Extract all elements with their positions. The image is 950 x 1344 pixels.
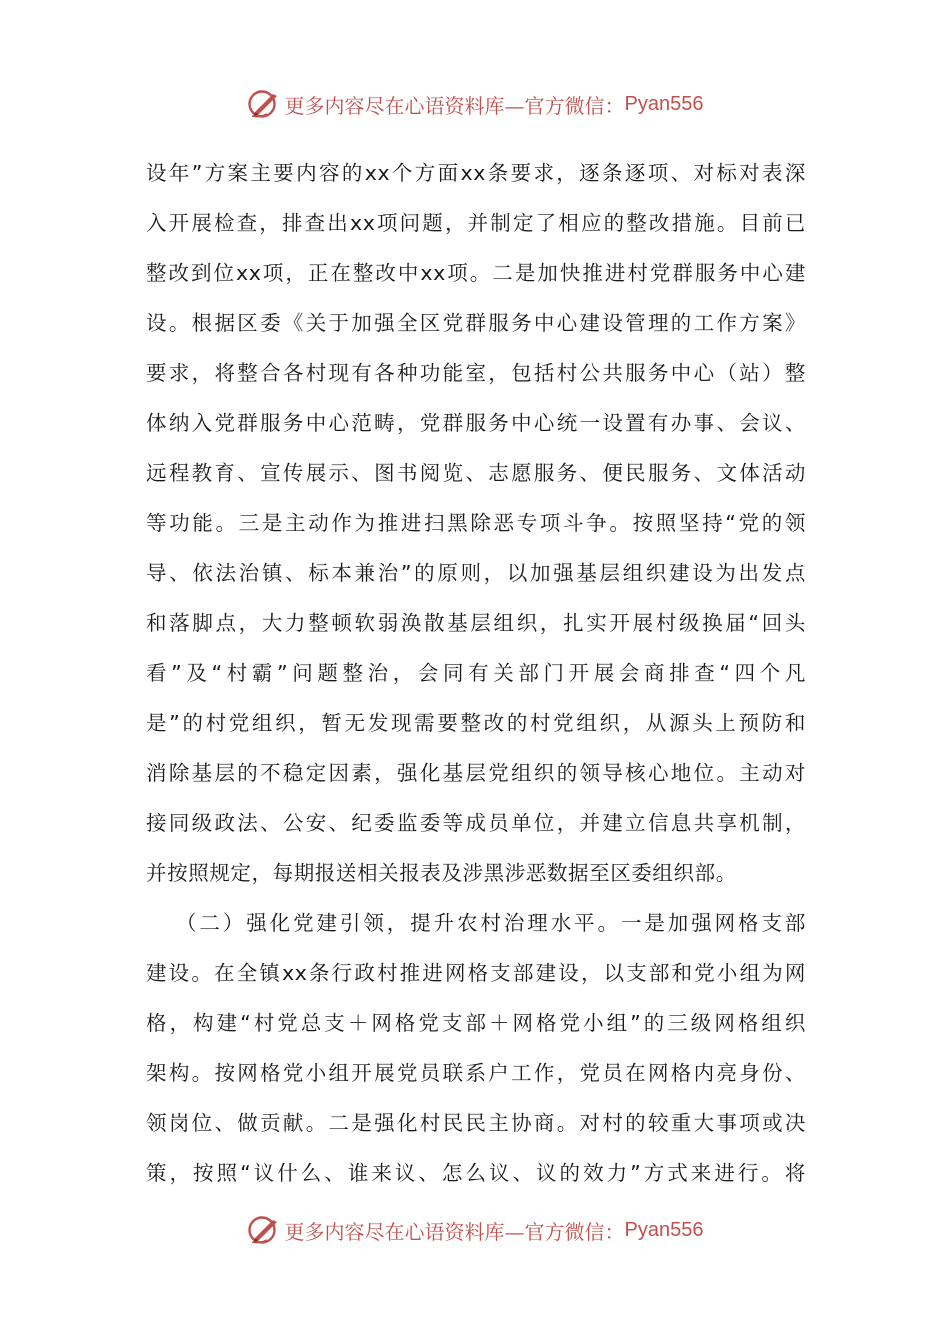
text-line: 架构。按网格党小组开展党员联系户工作，党员在网格内亮身份、 [146, 1061, 806, 1085]
text-line: 入开展检查，排查出xx项问题，并制定了相应的整改措施。目前已 [146, 211, 806, 235]
text-line: 消除基层的不稳定因素，强化基层党组织的领导核心地位。主动对 [146, 761, 806, 785]
text-line: 建设。在全镇xx条行政村推进网格支部建设，以支部和党小组为网 [146, 961, 806, 985]
text-line: 是”的村党组织，暂无发现需要整改的村党组织，从源头上预防和 [146, 711, 806, 735]
text-line: 体纳入党群服务中心范畴，党群服务中心统一设置有办事、会议、 [146, 411, 806, 435]
text-line: 设年”方案主要内容的xx个方面xx条要求，逐条逐项、对标对表深 [146, 161, 806, 185]
text-line: 整改到位xx项，正在整改中xx项。二是加快推进村党群服务中心建 [146, 261, 806, 285]
text-line: 领岗位、做贡献。二是强化村民民主协商。对村的较重大事项或决 [146, 1111, 806, 1135]
text-line: 远程教育、宣传展示、图书阅览、志愿服务、便民服务、文体活动 [146, 461, 806, 485]
header-watermark-id: Pyan556 [624, 92, 704, 115]
pen-logo-icon [247, 1213, 281, 1247]
text-line: 导、依法治镇、标本兼治”的原则，以加强基层组织建设为出发点 [146, 561, 806, 585]
text-line: 和落脚点，大力整顿软弱涣散基层组织，扎实开展村级换届“回头 [146, 611, 806, 635]
text-line: 等功能。三是主动作为推进扫黑除恶专项斗争。按照坚持“党的领 [146, 511, 806, 535]
text-line: 格，构建“村党总支＋网格党支部＋网格党小组”的三级网格组织 [146, 1011, 806, 1035]
text-line: 要求，将整合各村现有各种功能室，包括村公共服务中心（站）整 [146, 361, 806, 385]
text-line: 策，按照“议什么、谁来议、怎么议、议的效力”方式来进行。将 [146, 1161, 806, 1185]
footer-watermark [0, 1212, 950, 1248]
text-line: 接同级政法、公安、纪委监委等成员单位，并建立信息共享机制， [146, 811, 806, 835]
footer-watermark-text: 更多内容尽在心语资料库—官方微信： [284, 1219, 625, 1244]
body-text [146, 148, 806, 1198]
footer-watermark-id: Pyan556 [624, 1218, 704, 1241]
text-line: 并按照规定，每期报送相关报表及涉黑涉恶数据至区委组织部。 [146, 861, 737, 885]
section-heading-line: （二）强化党建引领，提升农村治理水平。一是加强网格支部 [176, 911, 806, 935]
header-watermark-text: 更多内容尽在心语资料库—官方微信： [284, 93, 625, 118]
text-line: 看”及“村霸”问题整治，会同有关部门开展会商排查“四个凡 [146, 661, 806, 685]
header-watermark [0, 86, 950, 122]
pen-logo-icon [247, 87, 281, 121]
text-line: 设。根据区委《关于加强全区党群服务中心建设管理的工作方案》 [146, 311, 806, 335]
